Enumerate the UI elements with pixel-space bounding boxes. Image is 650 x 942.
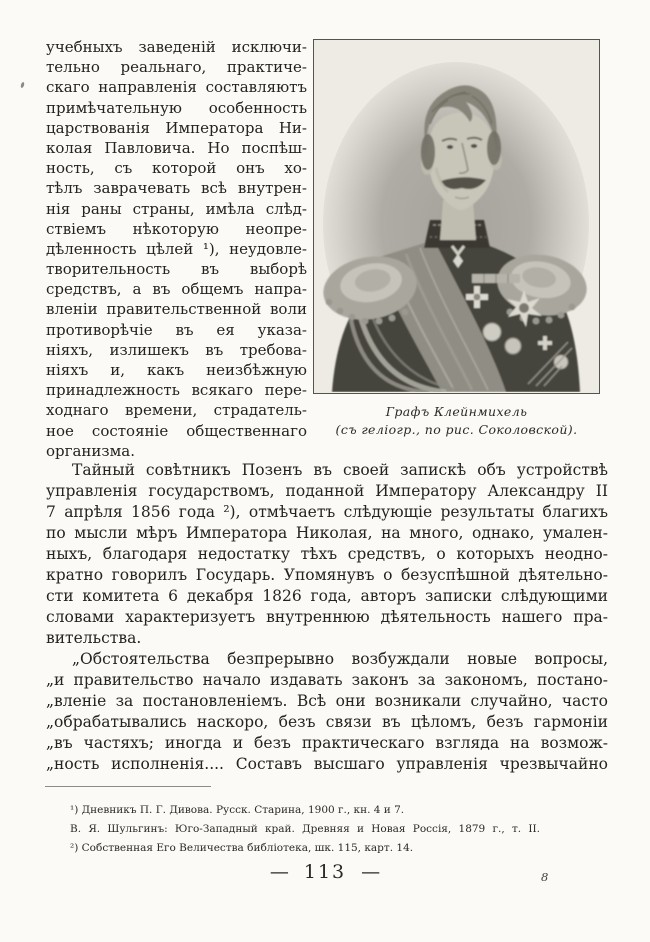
paragraph-1 xyxy=(46,460,608,649)
text-line: примѣчательную особенность xyxy=(46,98,307,117)
text-line: ствіемъ нѣкоторую неопре- xyxy=(46,219,307,238)
text-line: тельно реальнаго, практиче- xyxy=(46,58,307,77)
text-line: принадлежность всякаго пере- xyxy=(46,381,307,400)
footnotes xyxy=(70,801,540,858)
text-line: по мысли мѣръ Императора Николая, на много, однако, умален- xyxy=(46,524,608,542)
text-line: словами характеризуетъ внутреннюю дѣятельность нашего пра- xyxy=(46,608,608,626)
text-line: кратно говорилъ Государь. Упомянувъ о безуспѣшной дѣятельно- xyxy=(46,566,608,584)
text-line: ное состояніе общественнаго xyxy=(46,421,307,440)
text-line: колая Павловича. Но поспѣш- xyxy=(46,138,307,157)
text-line: ныхъ, благодаря недостатку тѣхъ средствъ, о которыхъ неодно- xyxy=(46,545,608,563)
footnote-line: ²) Собственная Его Величества библіотека, шк. 115, карт. 14. xyxy=(70,842,414,854)
text-line: „Обстоятельства безпрерывно возбуждали новые вопросы, xyxy=(72,650,608,668)
footnote-line: В. Я. Шульгинъ: Юго-Западный край. Древняя и Новая Россія, 1879 г., т. II. xyxy=(70,823,540,835)
text-line: средствъ, а въ общемъ напра- xyxy=(46,280,307,299)
kleinmichel-engraving xyxy=(314,40,598,392)
text-line: учебныхъ заведеній исключи- xyxy=(46,38,307,56)
footnote-line: ¹) Дневникъ П. Г. Дивова. Русск. Старина, 1900 г., кн. 4 и 7. xyxy=(70,804,405,816)
paragraph-2 xyxy=(46,649,608,775)
text-line: организма. xyxy=(46,441,135,460)
text-line: ніяхъ и, какъ неизбѣжную xyxy=(46,361,307,379)
text-line: вленіи правительственной воли xyxy=(46,300,307,319)
text-line: тѣлъ заврачевать всѣ внутрен- xyxy=(46,179,307,198)
caption-title: Графъ Клейнмихель xyxy=(385,404,528,419)
footer-dash-right: — xyxy=(361,861,381,883)
text-line: противорѣчіе въ ея указа- xyxy=(46,320,307,339)
text-line: „вленіе за постановленіемъ. Всѣ они возникали случайно, часто xyxy=(46,692,608,710)
text-line: царствованія Императора Ни- xyxy=(46,118,307,137)
page-number: 113 xyxy=(303,861,347,883)
caption-credit: (съ геліогр., по рис. Соколовской). xyxy=(335,422,578,437)
text-line: „ность исполненія.... Составъ высшаго управленія чрезвычайно xyxy=(46,755,608,773)
text-line: нія раны страны, имѣла слѣд- xyxy=(46,199,307,218)
portrait-caption xyxy=(313,403,600,439)
text-line: сти комитета 6 декабря 1826 года, авторъ записки слѣдующими xyxy=(46,587,608,605)
footnote-separator xyxy=(45,786,211,787)
text-line: управленія государствомъ, поданной Императору Александру II xyxy=(46,482,608,500)
text-line: ніяхъ, излишекъ въ требова- xyxy=(46,340,307,359)
text-line: скаго направленія составляютъ xyxy=(46,78,307,97)
text-line: 7 апрѣля 1856 года ²), отмѣчаетъ слѣдующіе результаты благихъ xyxy=(46,503,608,521)
text-line: дѣленность цѣлей ¹), неудовле- xyxy=(46,239,307,258)
footer-dash-left: — xyxy=(269,861,289,883)
scan-speck xyxy=(20,82,25,89)
left-text-column xyxy=(46,37,307,461)
page-footer xyxy=(0,861,650,883)
text-line: ность, съ которой онъ хо- xyxy=(46,159,307,178)
text-line: творительность въ выборѣ xyxy=(46,260,307,279)
text-line: „и правительство начало издавать законъ за закономъ, постано- xyxy=(46,671,608,689)
text-line: „обрабатывались наскоро, безъ связи въ цѣломъ, безъ гармоніи xyxy=(46,713,608,731)
text-line: ходнаго времени, страдатель- xyxy=(46,401,307,420)
text-line: Тайный совѣтникъ Позенъ въ своей запискѣ объ устройствѣ xyxy=(72,461,608,479)
portrait-figure xyxy=(313,39,600,394)
signature-mark: 8 xyxy=(541,870,549,884)
text-line: „въ частяхъ; иногда и безъ практическаго взгляда на возмож- xyxy=(46,734,608,752)
text-line: вительства. xyxy=(46,629,142,647)
